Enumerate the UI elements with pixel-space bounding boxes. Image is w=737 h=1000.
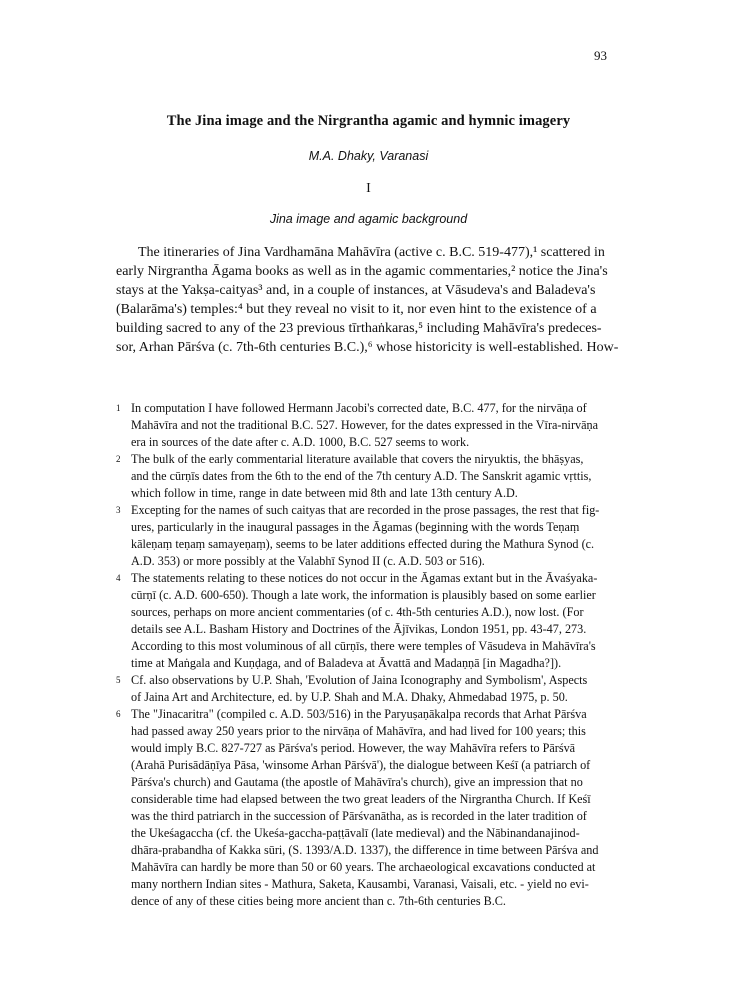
body-line: early Nirgrantha Āgama books as well as in the agamic commentaries,² notice the Jina's: [116, 264, 608, 279]
footnotes: [116, 400, 616, 910]
footnote-line: would imply B.C. 827-727 as Pārśva's period. However, the way Mahāvīra refers to Pārśvā: [131, 741, 576, 755]
footnote-line: the Ukeśagaccha (cf. the Ukeśa-gaccha-paṭṭāvalī (late medieval) and the Nābinandanajinod-: [131, 826, 580, 840]
section-title: Jina image and agamic background: [269, 212, 468, 226]
footnote-line: of Jaina Art and Architecture, ed. by U.P. Shah and M.A. Dhaky, Ahmedabad 1975, p. 50.: [131, 690, 568, 704]
footnote: [116, 706, 616, 910]
footnote-number: 3: [116, 505, 121, 515]
footnote: [116, 400, 616, 451]
footnote-line: details see A.L. Basham History and Doctrines of the Ājīvikas, London 1951, pp. 43-47, 273.: [131, 622, 587, 636]
footnote-line: cūrṇī (c. A.D. 600-650). Though a late work, the information is plausibly based on some earlier: [131, 588, 596, 602]
body-line: sor, Arhan Pārśva (c. 7th-6th centuries B.C.),⁶ whose historicity is well-established. How-: [116, 340, 619, 355]
footnote-line: was the third patriarch in the succession of Pārśvanātha, as is recorded in the later tradition of: [131, 809, 587, 823]
body-line: (Balarāma's) temples:⁴ but they reveal no visit to it, nor even hint to the existence of a: [116, 302, 597, 317]
author-byline: M.A. Dhaky, Varanasi: [308, 149, 429, 163]
footnote-line: sources, perhaps on more ancient commentaries (of c. 4th-5th centuries A.D.), now lost. (For: [131, 605, 584, 619]
footnote-line: Excepting for the names of such caityas that are recorded in the prose passages, the rest that fig-: [131, 503, 600, 517]
footnote-line: which follow in time, range in date between mid 8th and late 13th century A.D.: [131, 486, 518, 500]
footnote-line: In computation I have followed Hermann Jacobi's corrected date, B.C. 477, for the nirvāṇa of: [131, 401, 587, 415]
footnote: [116, 570, 616, 672]
footnote-line: considerable time had elapsed between the two great leaders of the Nirgrantha Church. If Keśī: [131, 792, 591, 806]
footnote-line: Pārśva's church) and Gautama (the apostle of Mahāvīra's church), give an impression that no: [131, 775, 583, 789]
footnote-number: 5: [116, 675, 121, 685]
footnote: [116, 451, 616, 502]
footnote-number: 6: [116, 709, 121, 719]
article-title: The Jina image and the Nirgrantha agamic and hymnic imagery: [166, 113, 571, 129]
footnote-line: ures, particularly in the inaugural passages in the Āgamas (beginning with the words Teṇaṃ: [131, 520, 580, 534]
footnote-line: The bulk of the early commentarial literature available that covers the niryuktis, the bhāṣyas,: [131, 452, 584, 466]
footnote-line: kāleṇaṃ teṇaṃ samayeṇaṃ), seems to be later additions effected during the Mathura Synod (c.: [131, 537, 595, 551]
footnote-line: The "Jinacaritra" (compiled c. A.D. 503/516) in the Paryuṣaṇākalpa records that Arhat Pārśva: [131, 707, 587, 721]
body-line: The itineraries of Jina Vardhamāna Mahāvīra (active c. B.C. 519-477),¹ scattered in: [138, 245, 605, 260]
section-numeral: I: [366, 181, 371, 196]
body-line: building sacred to any of the 23 previous tīrthaṅkaras,⁵ including Mahāvīra's predeces-: [116, 321, 602, 336]
footnote-line: and the cūrṇīs dates from the 6th to the end of the 7th century A.D. The Sanskrit agamic vṛttis,: [131, 469, 592, 483]
footnote-line: many northern Indian sites - Mathura, Saketa, Kausambi, Varanasi, Vaisali, etc. - yield no evi-: [131, 877, 589, 891]
footnote-line: Mahāvīra can hardly be more than 50 or 60 years. The archaeological excavations conducted at: [131, 860, 596, 874]
footnote-line: dence of any of these cities being more ancient than c. 7th-6th centuries B.C.: [131, 894, 506, 908]
footnote-line: had passed away 250 years prior to the nirvāṇa of Mahāvīra, and had lived for 100 years; this: [131, 724, 586, 738]
footnote-number: 4: [116, 573, 121, 583]
footnote-number: 1: [116, 403, 121, 413]
footnote-line: (Arahā Purisādāṇīya Pāsa, 'winsome Arhan Pārśvā'), the dialogue between Keśī (a patriarch of: [131, 758, 591, 772]
body-paragraph: [116, 243, 619, 357]
footnote-line: time at Maṅgala and Kuṇḍaga, and of Baladeva at Āvattā and Madaṇṇā [in Magadha?]).: [131, 656, 562, 670]
page-number: 93: [594, 48, 607, 63]
footnote: [116, 672, 616, 706]
footnote-line: Mahāvīra and not the traditional B.C. 527. However, for the dates expressed in the Vīra-nirvāṇa: [131, 418, 599, 432]
footnote-line: dhāra-prabandha of Kakka sūri, (S. 1393/A.D. 1337), the difference in time between Pārśva and: [131, 843, 599, 857]
footnote-line: According to this most voluminous of all cūrṇīs, there were temples of Vāsudeva in Mahāvīra's: [131, 639, 596, 653]
footnote-line: Cf. also observations by U.P. Shah, 'Evolution of Jaina Iconography and Symbolism', Aspects: [131, 673, 588, 687]
footnote-line: A.D. 353) or more possibly at the Valabhī Synod II (c. A.D. 503 or 516).: [131, 554, 485, 568]
body-line: stays at the Yakṣa-caityas³ and, in a couple of instances, at Vāsudeva's and Baladeva's: [116, 283, 596, 298]
footnote: [116, 502, 616, 570]
footnote-line: The statements relating to these notices do not occur in the Āgamas extant but in the Āvaśyaka-: [131, 571, 598, 585]
footnote-number: 2: [116, 454, 121, 464]
footnote-line: era in sources of the date after c. A.D. 1000, B.C. 527 seems to work.: [131, 435, 470, 449]
